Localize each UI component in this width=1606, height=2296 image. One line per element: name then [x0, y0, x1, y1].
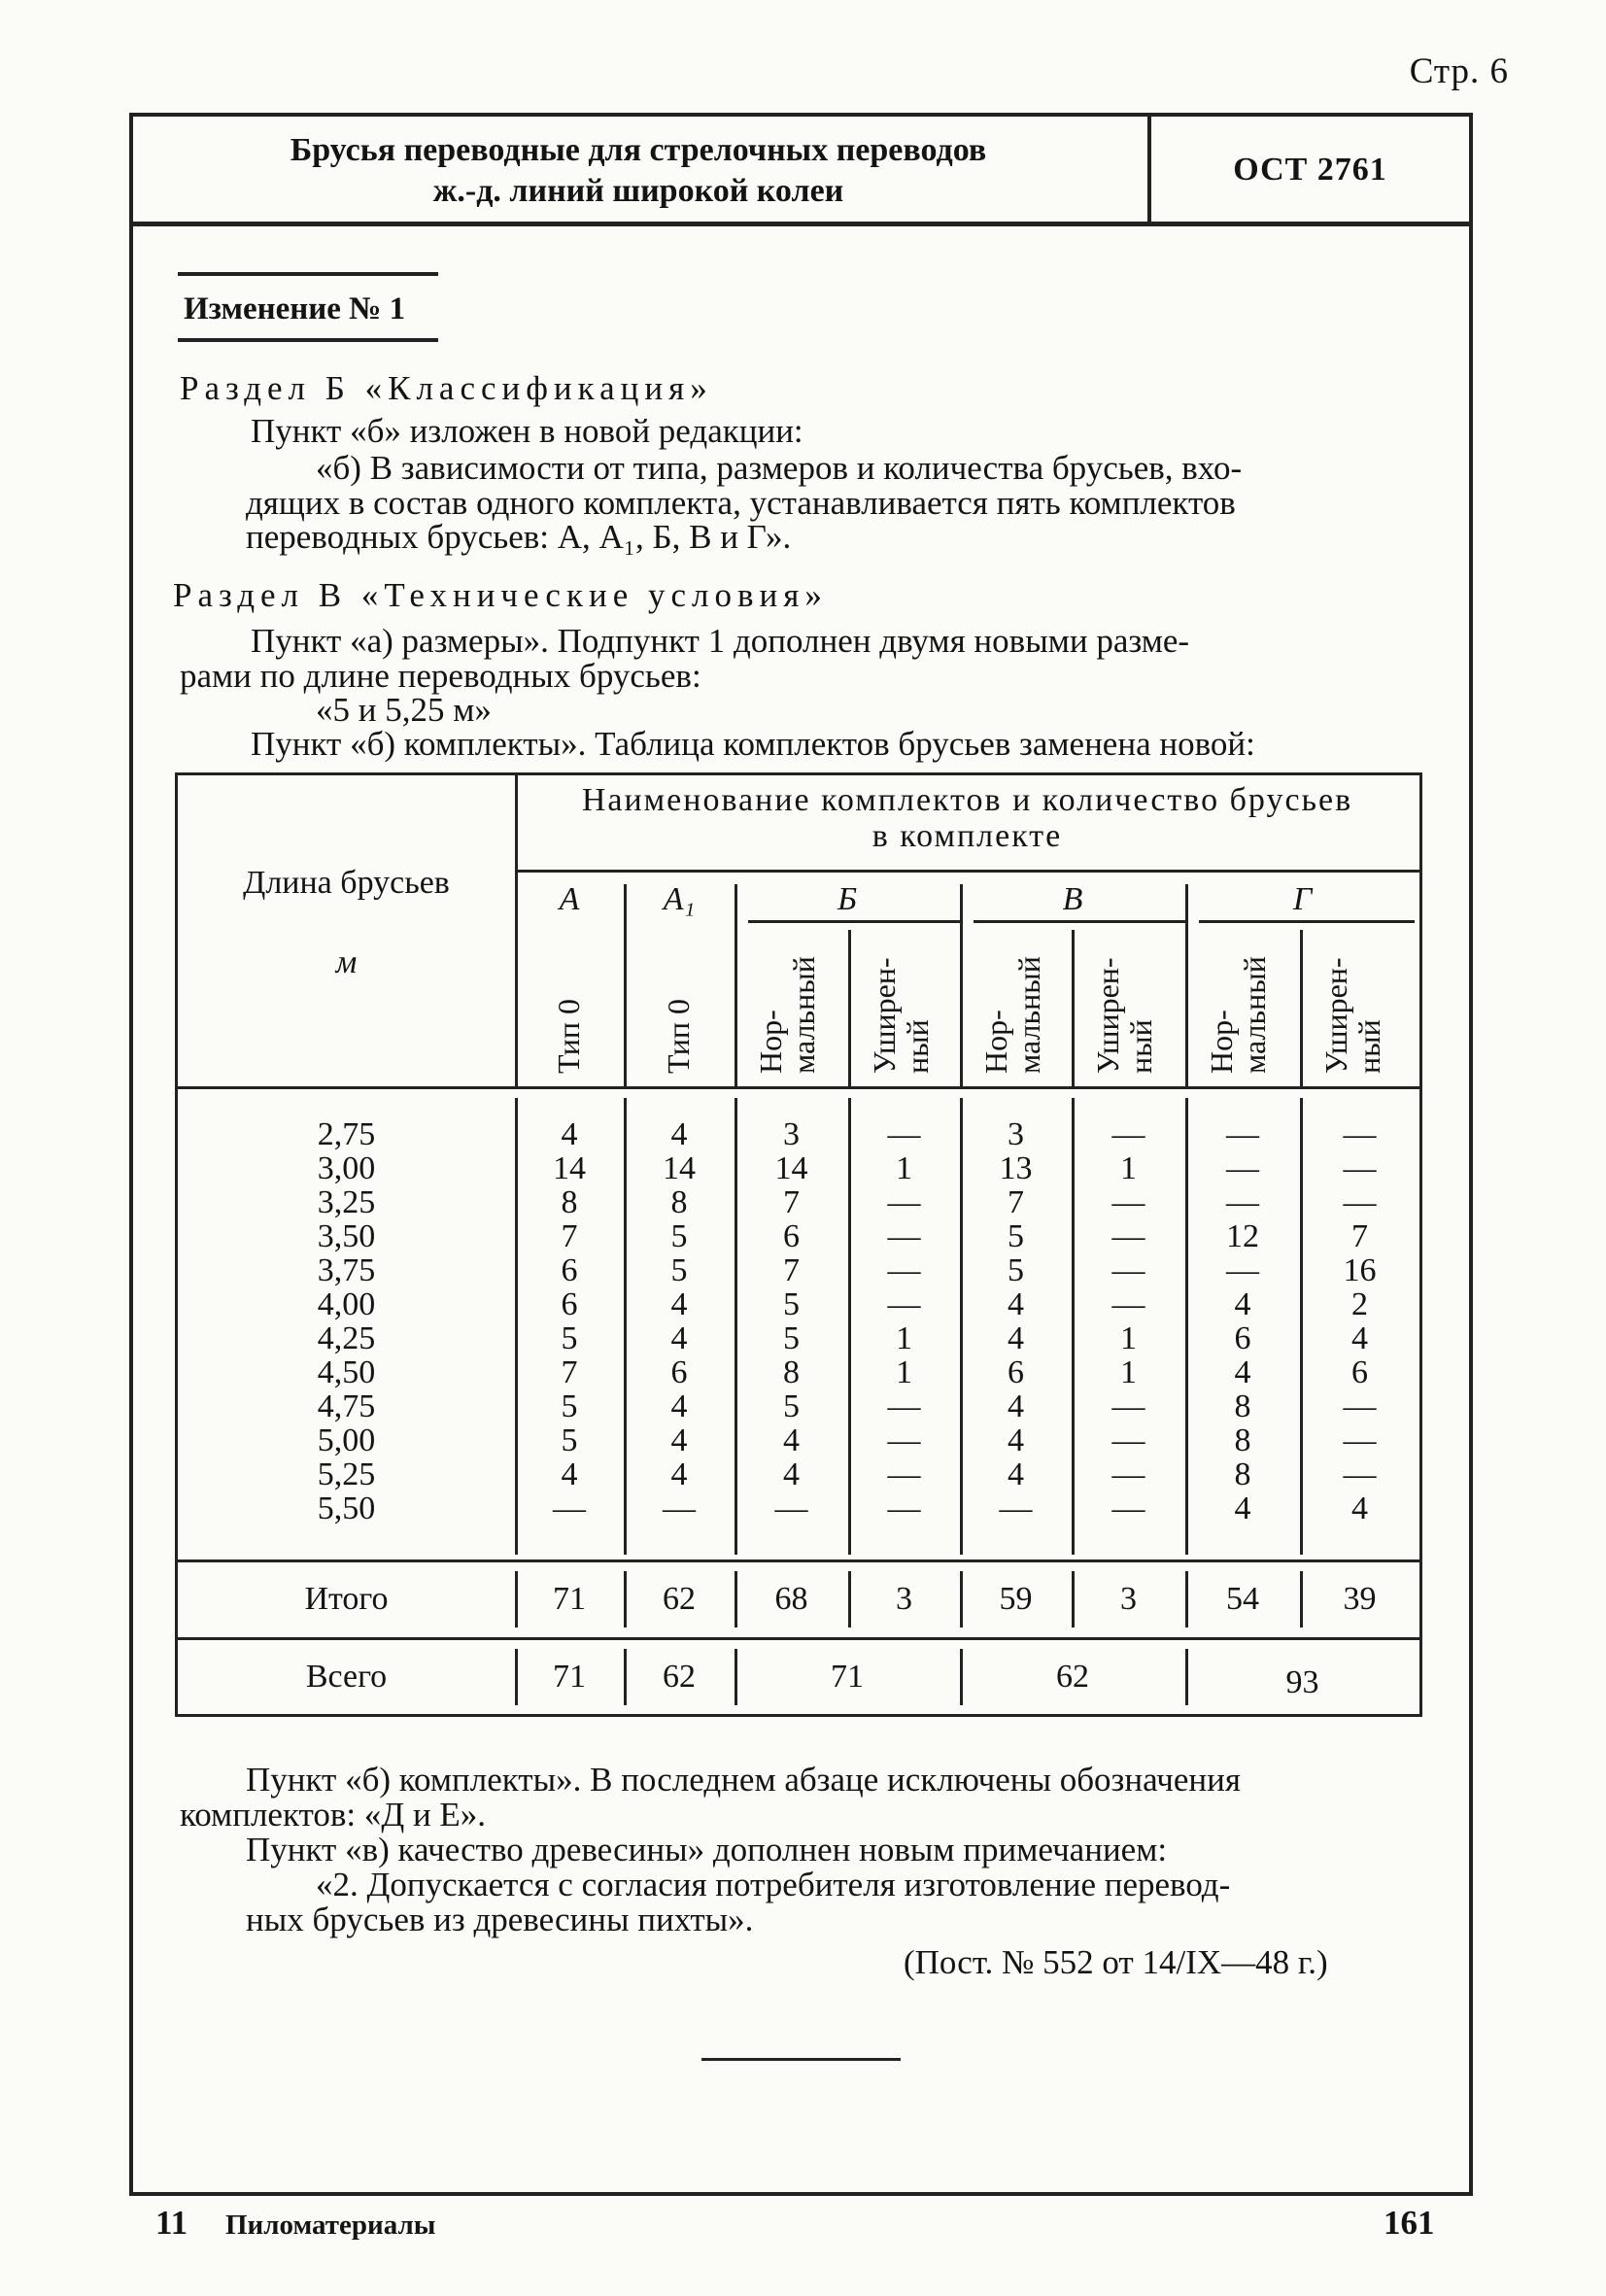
- set-label-b: Б: [837, 881, 858, 917]
- table-data-cell: 5: [1008, 1252, 1024, 1288]
- table-data-cell: 8: [670, 1184, 688, 1220]
- group-header-line2: в комплекте: [871, 818, 1063, 854]
- col-wide-g: Уширен- ный: [1318, 957, 1386, 1074]
- table-data-cell: 5: [670, 1218, 688, 1254]
- itogo-bottom-rule: [178, 1637, 1419, 1640]
- table-data-cell: 4: [1234, 1354, 1251, 1390]
- set-b-sub-rule: [748, 920, 960, 923]
- table-data-cell: 4: [670, 1388, 688, 1424]
- standard-code: ОСТ 2761: [1233, 152, 1387, 188]
- table-data-cell: 4: [561, 1456, 578, 1492]
- table-data-cell: 5: [670, 1252, 688, 1288]
- table-data-cell: —: [1111, 1491, 1145, 1526]
- table-data-cell: —: [1111, 1388, 1145, 1424]
- table-data-cell: 4: [670, 1286, 688, 1322]
- set-label-v: В: [1062, 881, 1083, 917]
- set-label-a: А: [559, 881, 580, 917]
- document-title-line1: Брусья переводные для стрелочных переводов: [290, 132, 987, 168]
- itogo-b-normal: 68: [774, 1581, 808, 1617]
- set-label-g: Г: [1292, 881, 1313, 917]
- table-data-cell: —: [1343, 1456, 1377, 1492]
- table-data-cell: 14: [553, 1150, 586, 1186]
- table-data-cell: —: [1343, 1422, 1377, 1458]
- length-cell: 4,00: [317, 1286, 376, 1322]
- table-data-cell: 5: [1008, 1218, 1024, 1254]
- set-g-sub-rule: [1199, 920, 1415, 923]
- table-data-cell: 4: [1008, 1422, 1024, 1458]
- table-data-cell: 7: [561, 1218, 578, 1254]
- table-data-cell: 1: [1120, 1150, 1137, 1186]
- table-data-cell: 5: [561, 1320, 578, 1356]
- length-cell: 2,75: [317, 1116, 376, 1152]
- sets-table: [175, 772, 1422, 1717]
- length-cell: 4,50: [317, 1354, 376, 1390]
- table-data-cell: 12: [1226, 1218, 1259, 1254]
- table-data-cell: —: [1343, 1388, 1377, 1424]
- set-label-a1: А₁: [663, 881, 696, 917]
- vsego-g: 93: [1285, 1664, 1319, 1700]
- data-column-v-wide: [1072, 1117, 1185, 1525]
- after-line4: «2. Допускается с согласия потребителя изготовление перевод-: [316, 1866, 1231, 1903]
- col-tip-a1: Тип 0: [661, 999, 696, 1074]
- length-cell: 3,75: [317, 1252, 376, 1288]
- section-b-line3: дящих в состав одного комплекта, устанавливается пять комплектов: [246, 484, 1236, 522]
- section-v-line1: Пункт «а) размеры». Подпункт 1 дополнен двумя новыми разме-: [251, 622, 1190, 660]
- table-data-cell: 7: [1351, 1218, 1368, 1254]
- table-data-cell: 4: [670, 1320, 688, 1356]
- vsego-label: Всего: [305, 1659, 388, 1695]
- itogo-a: 71: [553, 1581, 586, 1617]
- itogo-b-wide: 3: [896, 1581, 912, 1617]
- vsego-b: 71: [831, 1659, 864, 1695]
- data-column-b-wide: [848, 1117, 960, 1525]
- table-data-cell: 4: [670, 1422, 688, 1458]
- col-rule-7: [1300, 930, 1303, 1086]
- col-normal-b: Нор- мальный: [753, 956, 821, 1074]
- decree-reference: (Пост. № 552 от 14/IX—48 г.): [904, 1943, 1328, 1981]
- footer-section-number: 11: [155, 2204, 188, 2242]
- set-v-sub-rule: [974, 920, 1185, 923]
- table-data-cell: 6: [1008, 1354, 1024, 1390]
- table-data-cell: 7: [783, 1184, 800, 1220]
- table-data-cell: 5: [783, 1388, 800, 1424]
- data-column-g-wide: [1300, 1117, 1419, 1525]
- table-data-cell: 4: [1351, 1320, 1368, 1356]
- table-bottom-rule: [178, 1714, 1419, 1717]
- table-data-cell: 16: [1343, 1252, 1377, 1288]
- table-data-cell: 4: [1008, 1286, 1024, 1322]
- table-data-cell: 5: [783, 1320, 800, 1356]
- page-number-top: Стр. 6: [1409, 51, 1509, 91]
- table-data-cell: 4: [1351, 1491, 1368, 1526]
- lengths-column: [178, 1117, 515, 1525]
- table-data-cell: 14: [663, 1150, 696, 1186]
- length-header: Длина брусьев: [243, 865, 450, 901]
- table-data-cell: —: [1111, 1252, 1145, 1288]
- table-data-cell: 8: [561, 1184, 578, 1220]
- length-cell: 3,50: [317, 1218, 376, 1254]
- table-data-cell: —: [887, 1218, 921, 1254]
- col-rule-5: [1072, 930, 1075, 1086]
- table-data-cell: —: [887, 1116, 921, 1152]
- table-data-cell: 7: [783, 1252, 800, 1288]
- document-title-line2: ж.-д. линий широкой колеи: [432, 173, 844, 209]
- data-bottom-rule: [178, 1559, 1419, 1562]
- table-data-cell: 4: [670, 1116, 688, 1152]
- table-data-cell: 14: [774, 1150, 808, 1186]
- table-data-cell: 2: [1351, 1286, 1368, 1322]
- table-data-cell: 4: [783, 1456, 800, 1492]
- table-data-cell: 4: [561, 1116, 578, 1152]
- data-column-v-normal: [960, 1117, 1072, 1525]
- data-column-a1: [624, 1117, 735, 1525]
- table-data-cell: 4: [670, 1456, 688, 1492]
- table-data-cell: 4: [783, 1422, 800, 1458]
- itogo-g-normal: 54: [1226, 1581, 1259, 1617]
- length-cell: 5,25: [317, 1456, 376, 1492]
- itogo-label: Итого: [304, 1581, 389, 1617]
- table-data-cell: —: [887, 1456, 921, 1492]
- table-data-cell: 4: [1008, 1388, 1024, 1424]
- table-data-cell: —: [887, 1388, 921, 1424]
- table-data-cell: 1: [1120, 1320, 1137, 1356]
- table-data-cell: 5: [561, 1388, 578, 1424]
- table-data-cell: —: [1343, 1116, 1377, 1152]
- itogo-v-wide: 3: [1120, 1581, 1137, 1617]
- table-data-cell: —: [1226, 1252, 1259, 1288]
- table-data-cell: —: [887, 1252, 921, 1288]
- table-data-cell: —: [887, 1422, 921, 1458]
- col-normal-g: Нор- мальный: [1204, 956, 1272, 1074]
- section-v-line2: рами по длине переводных брусьев:: [180, 657, 701, 695]
- table-data-cell: 7: [1008, 1184, 1024, 1220]
- table-data-cell: 1: [896, 1150, 912, 1186]
- table-data-cell: —: [999, 1491, 1033, 1526]
- table-data-cell: —: [1343, 1150, 1377, 1186]
- table-data-cell: —: [1111, 1286, 1145, 1322]
- table-data-cell: 1: [896, 1320, 912, 1356]
- after-line5: ных брусьев из древесины пихты».: [246, 1901, 754, 1938]
- group-header-line1: Наименование комплектов и количество брусьев: [581, 782, 1353, 818]
- vsego-a: 71: [553, 1659, 586, 1695]
- table-data-cell: —: [774, 1491, 808, 1526]
- table-data-cell: 6: [670, 1354, 688, 1390]
- length-unit: м: [335, 944, 358, 980]
- after-line1: Пункт «б) комплекты». В последнем абзаце исключены обозначения: [246, 1761, 1241, 1799]
- section-v-title: Раздел В «Технические условия»: [173, 576, 828, 614]
- table-data-cell: —: [887, 1491, 921, 1526]
- table-data-cell: —: [1111, 1116, 1145, 1152]
- vsego-v: 62: [1056, 1659, 1089, 1695]
- table-data-cell: 13: [999, 1150, 1033, 1186]
- col-wide-v: Уширен- ный: [1090, 957, 1158, 1074]
- table-data-cell: 6: [1351, 1354, 1368, 1390]
- after-line3: Пункт «в) качество древесины» дополнен новым примечанием:: [246, 1831, 1168, 1868]
- section-b-line2: «б) В зависимости от типа, размеров и количества брусьев, вхо-: [316, 449, 1243, 487]
- change-box: [178, 272, 438, 342]
- table-top-rule: [178, 772, 1419, 775]
- table-data-cell: —: [1343, 1184, 1377, 1220]
- col-normal-v: Нор- мальный: [978, 956, 1046, 1074]
- length-cell: 5,50: [317, 1491, 376, 1526]
- table-data-cell: 1: [896, 1354, 912, 1390]
- table-data-cell: —: [1111, 1456, 1145, 1492]
- footer-page-number: 161: [1384, 2204, 1435, 2242]
- table-data-cell: —: [1111, 1184, 1145, 1220]
- table-data-cell: —: [663, 1491, 696, 1526]
- table-data-cell: 4: [1008, 1320, 1024, 1356]
- document-title: [129, 130, 1147, 212]
- table-data-cell: 6: [783, 1218, 800, 1254]
- table-data-cell: 6: [561, 1286, 578, 1322]
- data-column-g-normal: [1185, 1117, 1300, 1525]
- header-bottom-rule: [178, 1086, 1419, 1089]
- table-data-cell: 8: [783, 1354, 800, 1390]
- col-rule-3: [848, 930, 851, 1086]
- table-data-cell: —: [887, 1184, 921, 1220]
- itogo-a1: 62: [663, 1581, 696, 1617]
- table-data-cell: 8: [1234, 1388, 1251, 1424]
- after-line2: комплектов: «Д и Е».: [180, 1796, 487, 1833]
- table-data-cell: —: [1111, 1218, 1145, 1254]
- table-data-cell: —: [1226, 1184, 1259, 1220]
- table-data-cell: 7: [561, 1354, 578, 1390]
- itogo-g-wide: 39: [1343, 1581, 1377, 1617]
- table-data-cell: 4: [1234, 1491, 1251, 1526]
- table-data-cell: 3: [1008, 1116, 1024, 1152]
- change-label: Изменение № 1: [184, 291, 406, 326]
- table-data-cell: —: [887, 1286, 921, 1322]
- section-b-line4: переводных брусьев: А, А₁, Б, В и Г».: [246, 518, 792, 556]
- table-data-cell: 1: [1120, 1354, 1137, 1390]
- table-data-cell: —: [553, 1491, 586, 1526]
- col-wide-b: Уширен- ный: [867, 957, 935, 1074]
- document-header: [129, 113, 1469, 226]
- vsego-a1: 62: [663, 1659, 696, 1695]
- itogo-v-normal: 59: [999, 1581, 1033, 1617]
- footer-section-title: Пиломатериалы: [225, 2210, 436, 2241]
- table-data-cell: —: [1226, 1116, 1259, 1152]
- section-v-line4: Пункт «б) комплекты». Таблица комплектов брусьев заменена новой:: [251, 725, 1255, 763]
- group-header-rule: [515, 870, 1419, 873]
- closing-separator: [701, 2058, 901, 2061]
- section-b-line1: Пункт «б» изложен в новой редакции:: [251, 412, 803, 450]
- table-data-cell: 5: [561, 1422, 578, 1458]
- length-cell: 4,25: [317, 1320, 376, 1356]
- table-data-cell: 3: [783, 1116, 800, 1152]
- table-data-cell: 8: [1234, 1456, 1251, 1492]
- table-data-cell: 4: [1234, 1286, 1251, 1322]
- data-column-a: [515, 1117, 624, 1525]
- table-data-cell: 5: [783, 1286, 800, 1322]
- section-b-title: Раздел Б «Классификация»: [180, 369, 713, 407]
- data-column-b-normal: [735, 1117, 848, 1525]
- section-v-line3: «5 и 5,25 м»: [316, 691, 492, 729]
- table-data-cell: —: [1226, 1150, 1259, 1186]
- table-data-cell: 6: [1234, 1320, 1251, 1356]
- length-cell: 3,25: [317, 1184, 376, 1220]
- col-tip-a: Тип 0: [551, 999, 586, 1074]
- table-data-cell: 4: [1008, 1456, 1024, 1492]
- table-data-cell: 8: [1234, 1422, 1251, 1458]
- table-data-cell: —: [1111, 1422, 1145, 1458]
- length-cell: 3,00: [317, 1150, 376, 1186]
- table-data-cell: 6: [561, 1252, 578, 1288]
- length-cell: 5,00: [317, 1422, 376, 1458]
- length-cell: 4,75: [317, 1388, 376, 1424]
